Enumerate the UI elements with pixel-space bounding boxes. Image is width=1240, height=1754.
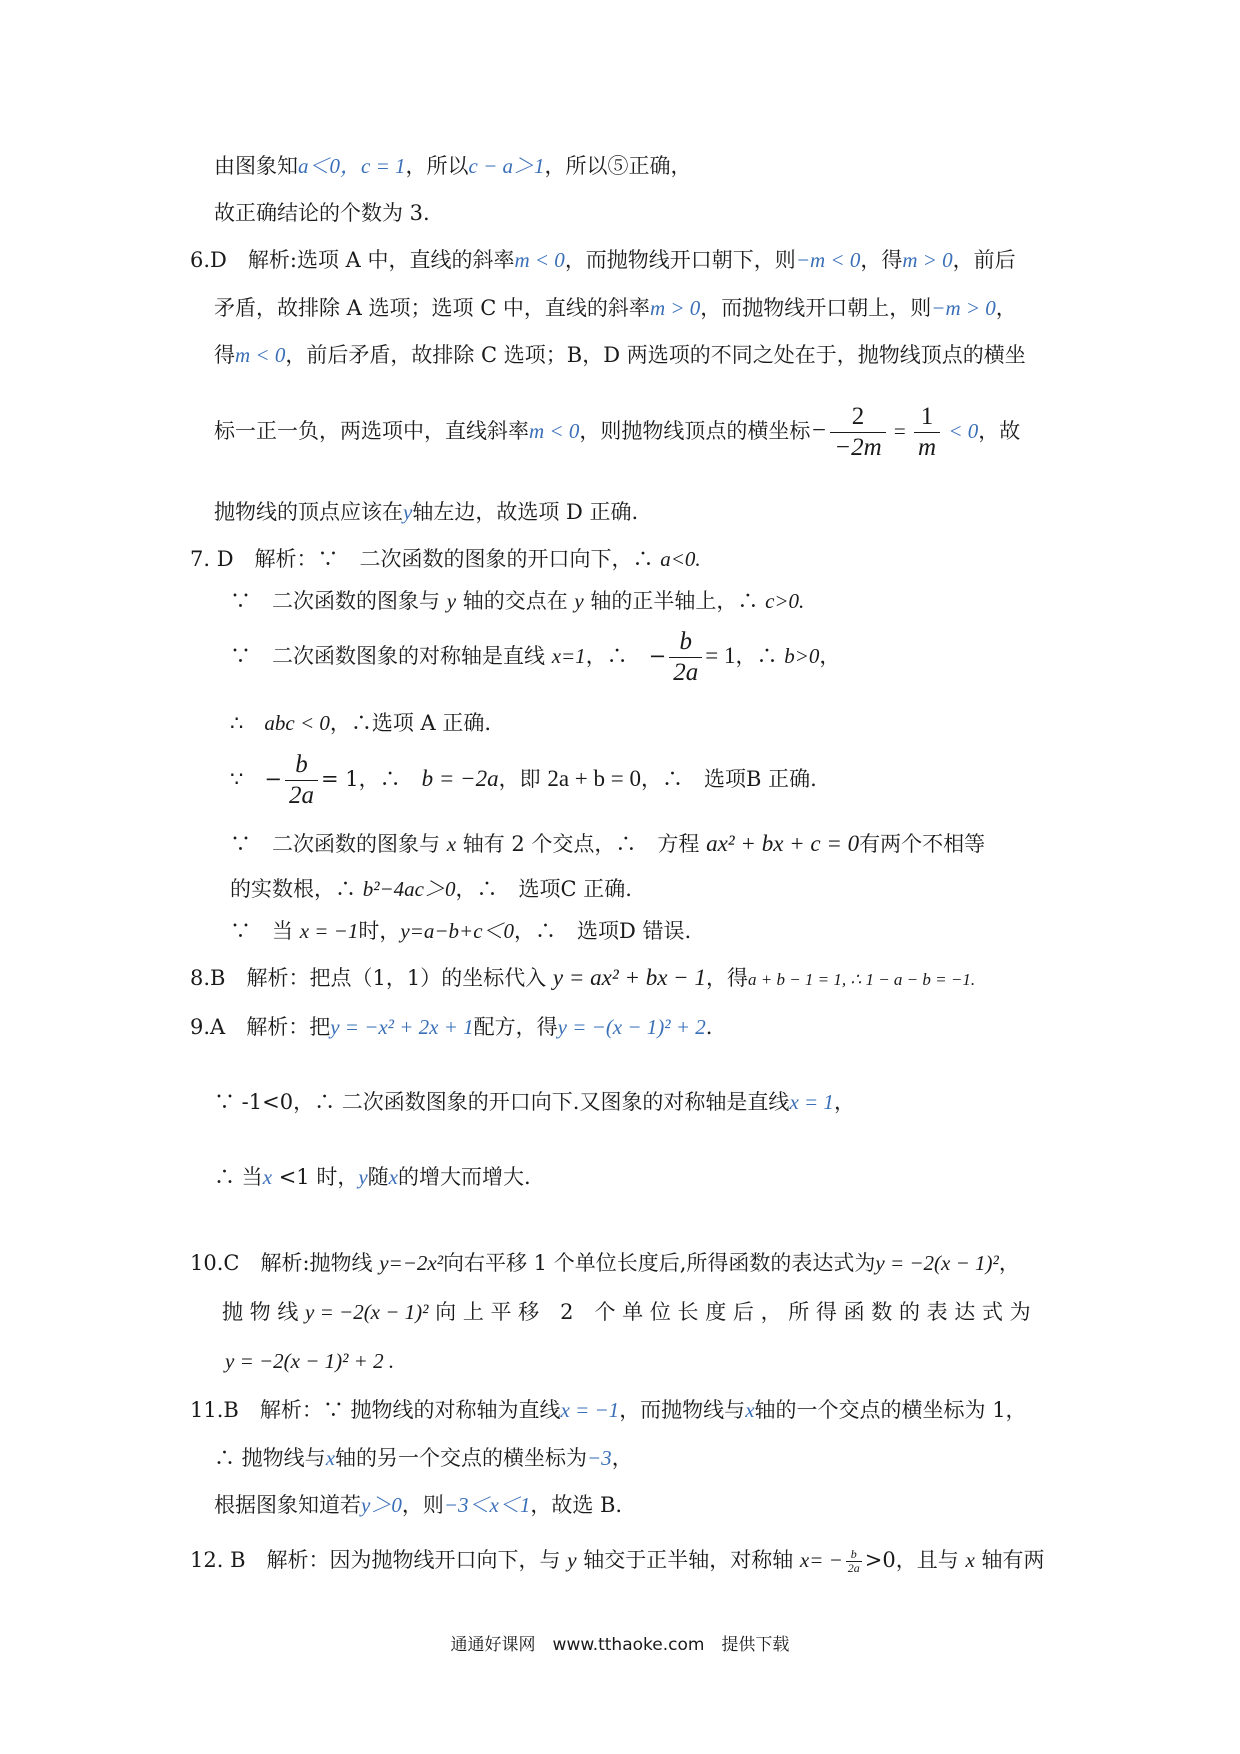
math: y = −2(x − 1)² + 2 .: [225, 1349, 395, 1373]
text: ，: [833, 1090, 855, 1114]
line-10: [230, 625, 840, 688]
text: ，∴ 选项D 错误.: [514, 919, 692, 943]
math: ax² + bx + c = 0: [706, 831, 860, 856]
denominator: 2a: [288, 782, 314, 809]
text: .: [705, 1015, 713, 1039]
math: m < 0: [529, 419, 580, 443]
math: y=−2x²: [379, 1251, 443, 1275]
text: ∵ -1<0，∴ 二次函数图象的开口向下.又图象的对称轴是直线: [214, 1090, 790, 1114]
line-14: [230, 875, 632, 903]
math: x: [388, 1165, 398, 1189]
math: y: [574, 589, 584, 613]
text: >0，且与: [864, 1548, 966, 1572]
denominator: m: [918, 434, 937, 461]
fraction: [669, 627, 702, 688]
text: 向 上 平 移 2 个 单 位 长 度 后 ， 所 得 函 数 的 表 达 式 为: [428, 1300, 1031, 1324]
line-15: [230, 917, 691, 945]
denominator: −2m: [834, 434, 882, 461]
numerator: 1: [914, 402, 940, 433]
text: ，∴: [735, 644, 785, 668]
text: ，故选 B.: [530, 1493, 623, 1517]
math: m < 0: [235, 343, 286, 367]
line-16: [190, 964, 975, 994]
text: 12. B 解析：因为抛物线开口向下，与: [190, 1548, 568, 1572]
math: a<0.: [660, 547, 701, 571]
math: y: [403, 500, 413, 524]
math: y = ax² + bx − 1: [552, 965, 706, 990]
text: 时，: [358, 919, 401, 943]
text: 轴的正半轴上，∴: [583, 589, 766, 613]
text: ，所以: [405, 154, 469, 178]
text: ∴: [230, 711, 265, 735]
line-08: [190, 545, 701, 573]
fraction: [914, 402, 940, 463]
math: −m < 0: [795, 248, 861, 272]
line-04: [214, 294, 1017, 322]
line-13: [230, 830, 985, 858]
line-17: [190, 1013, 712, 1041]
math: a＜0，c = 1: [298, 154, 406, 178]
text: 的增大而增大.: [397, 1165, 531, 1189]
fraction: [285, 750, 318, 811]
math: x: [446, 832, 457, 856]
text: ，∴ −: [585, 644, 667, 668]
text: ，: [611, 1446, 633, 1470]
math: x: [745, 1398, 755, 1422]
math: x = −1: [299, 919, 359, 943]
text: ，故: [978, 419, 1021, 443]
math: x=1: [551, 644, 586, 668]
math: x = −1: [560, 1398, 620, 1422]
math: y = −2(x − 1)²: [305, 1300, 429, 1324]
text: 配方，得: [473, 1015, 558, 1039]
text: ，: [998, 1251, 1020, 1275]
text: 有两个不相等: [859, 832, 986, 856]
math: −m > 0: [931, 296, 996, 320]
text: ∵ −: [230, 767, 282, 791]
text: ，∴选项 A 正确.: [329, 711, 492, 735]
math: 2a + b = 0: [547, 766, 641, 791]
line-19: [214, 1163, 531, 1191]
line-18: [214, 1088, 855, 1116]
line-11: [230, 709, 491, 737]
text: ，前后: [952, 248, 1016, 272]
text: ，而抛物线开口朝上，则: [700, 296, 932, 320]
math: x = 1: [789, 1090, 834, 1114]
math: c>0.: [765, 589, 805, 613]
text: ，: [995, 296, 1017, 320]
text: ，∴ 选项B 正确.: [641, 767, 817, 791]
text: ∵ 二次函数图象的对称轴是直线: [230, 644, 552, 668]
numerator: b: [669, 627, 702, 658]
text: 随: [367, 1165, 389, 1189]
line-01: [214, 152, 692, 180]
text: 轴交于正半轴，对称轴: [576, 1548, 800, 1572]
math: x: [965, 1548, 975, 1572]
math: y＞0: [361, 1493, 402, 1517]
text: 6.D 解析:选项 A 中，直线的斜率: [190, 248, 515, 272]
text: 轴有 2 个交点，∴ 方程: [456, 832, 707, 856]
line-21: [222, 1298, 1031, 1326]
text: 得: [214, 343, 235, 367]
text: 由图象知: [214, 154, 298, 178]
text: ，即: [498, 767, 548, 791]
line-07: [214, 498, 638, 526]
math: c − a＞1: [468, 154, 545, 178]
line-02: [214, 199, 430, 227]
text: 轴的一个交点的横坐标为 1，: [754, 1398, 1027, 1422]
math: < 0: [943, 419, 979, 443]
text: ∴ 当: [214, 1165, 263, 1189]
math: m > 0: [649, 296, 701, 320]
denominator: 2a: [673, 659, 699, 686]
math: x: [325, 1446, 336, 1470]
math: b>0: [784, 644, 820, 668]
math: y=a−b+c＜0: [400, 919, 515, 943]
text: 抛 物 线: [222, 1300, 306, 1324]
text: ，所以⑤正确，: [544, 154, 692, 178]
text: = 1，∴: [320, 767, 422, 791]
text: <1 时，: [272, 1165, 359, 1189]
math: y = −x² + 2x + 1: [330, 1015, 474, 1039]
line-26: [190, 1542, 1044, 1578]
math: −: [810, 417, 828, 444]
text: ∵ 当: [230, 919, 300, 943]
text: 故正确结论的个数为 3.: [214, 201, 430, 225]
fraction: [846, 1548, 862, 1575]
line-25: [214, 1491, 622, 1519]
footer-text: 通通好课网 www.tthaoke.com 提供下载: [450, 1635, 790, 1655]
text: 的实数根，∴: [230, 877, 363, 901]
math: y: [358, 1165, 368, 1189]
text: 轴的另一个交点的横坐标为: [335, 1446, 588, 1470]
line-03: [190, 246, 1016, 274]
math: abc < 0: [264, 711, 330, 735]
math: b²−4ac＞0: [362, 877, 456, 901]
math: =: [888, 419, 911, 443]
line-05: [214, 341, 1026, 369]
numerator: 2: [830, 402, 885, 433]
text: ，而抛物线与: [619, 1398, 746, 1422]
text: 轴有两: [974, 1548, 1045, 1572]
text: ，: [819, 644, 841, 668]
text: 11.B 解析：∵ 抛物线的对称轴为直线: [190, 1398, 561, 1422]
text: 向右平移 1 个单位长度后,所得函数的表达式为: [443, 1251, 876, 1275]
math: −3＜x＜1: [443, 1493, 531, 1517]
math: x: [262, 1165, 273, 1189]
text: ∵ 二次函数的图象与: [230, 589, 447, 613]
text: ，则: [401, 1493, 444, 1517]
math: = 1: [705, 643, 736, 668]
math: b = −2a: [421, 766, 499, 791]
text: 9.A 解析：把: [190, 1015, 331, 1039]
text: 轴的交点在: [456, 589, 575, 613]
math: m > 0: [902, 248, 953, 272]
math: y: [567, 1548, 577, 1572]
text: ，前后矛盾，故排除 C 选项；B，D 两选项的不同之处在于，抛物线顶点的横坐: [285, 343, 1026, 367]
math: a + b − 1 = 1, ∴ 1 − a − b = −1.: [747, 970, 976, 989]
text: ∴ 抛物线与: [214, 1446, 326, 1470]
text: ，则抛物线顶点的横坐标: [579, 419, 811, 443]
line-24: [214, 1444, 633, 1472]
text: 轴左边，故选项 D 正确.: [412, 500, 639, 524]
text: 抛物线的顶点应该在: [214, 500, 403, 524]
line-22: [225, 1347, 394, 1375]
text: 7. D 解析：∵ 二次函数的图象的开口向下，∴: [190, 547, 661, 571]
text: 8.B 解析：把点（1，1）的坐标代入: [190, 966, 553, 990]
text: 10.C 解析:抛物线: [190, 1251, 380, 1275]
text: ，得: [705, 966, 748, 990]
math: y: [446, 589, 457, 613]
math: x= −: [799, 1548, 843, 1572]
text: ，得: [860, 248, 903, 272]
numerator: b: [285, 750, 318, 781]
denominator: 2a: [847, 1561, 860, 1575]
line-12: [230, 748, 817, 811]
text: 根据图象知道若: [214, 1493, 361, 1517]
text: ，而抛物线开口朝下，则: [564, 248, 796, 272]
line-09: [230, 587, 804, 615]
math: −3: [587, 1446, 612, 1470]
text: ∵ 二次函数的图象与: [230, 832, 447, 856]
line-20: [190, 1249, 1020, 1277]
fraction: [830, 402, 885, 463]
text: 标一正一负，两选项中，直线斜率: [214, 419, 529, 443]
text: 矛盾，故排除 A 选项；选项 C 中，直线的斜率: [214, 296, 650, 320]
line-06: [214, 400, 1020, 463]
math: m < 0: [514, 248, 565, 272]
numerator: b: [846, 1548, 862, 1562]
footer: [0, 1630, 1240, 1655]
math: y = −2(x − 1)²: [875, 1251, 999, 1275]
text: ，∴ 选项C 正确.: [455, 877, 632, 901]
line-23: [190, 1396, 1027, 1424]
math: y = −(x − 1)² + 2: [557, 1015, 706, 1039]
